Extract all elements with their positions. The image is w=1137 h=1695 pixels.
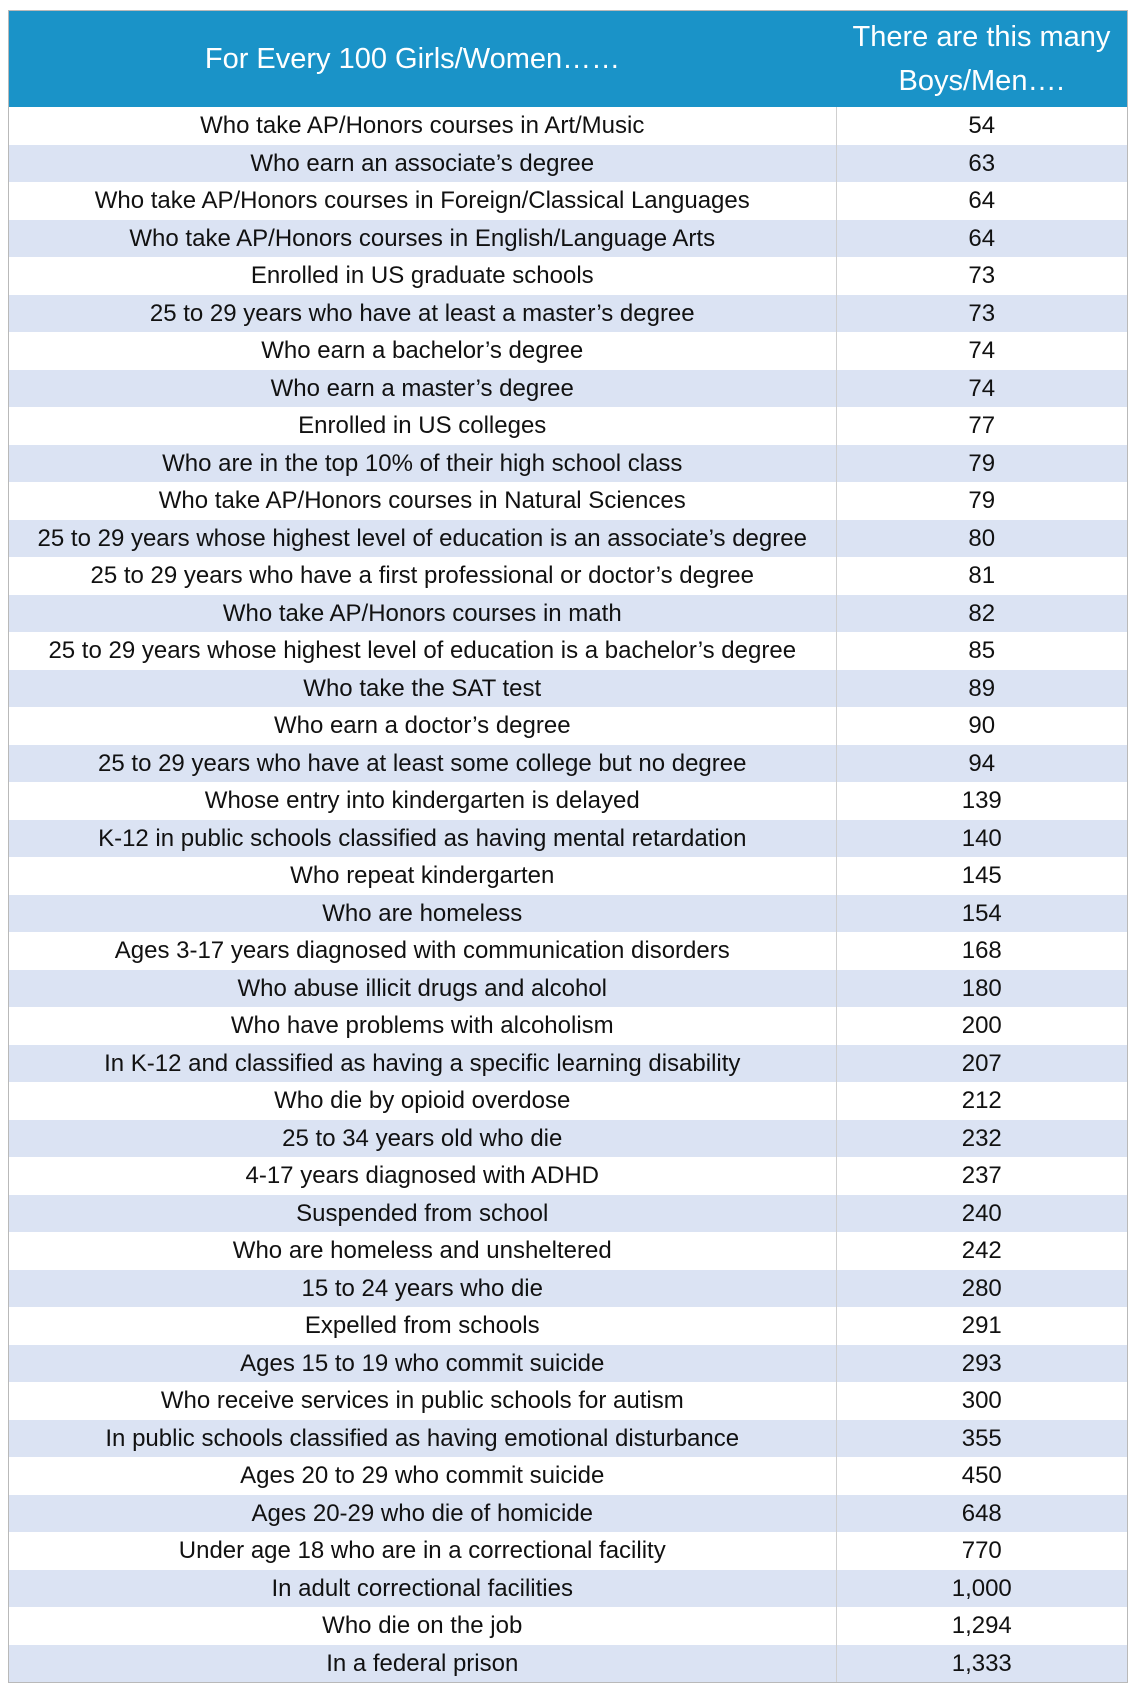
table-row	[9, 707, 1127, 745]
row-value: 64	[836, 182, 1127, 220]
header-value-line2: Boys/Men….	[898, 65, 1065, 97]
row-label: Ages 20-29 who die of homicide	[9, 1495, 836, 1533]
row-label: Under age 18 who are in a correctional facility	[9, 1532, 836, 1570]
table-row	[9, 1120, 1127, 1158]
table-row	[9, 595, 1127, 633]
table-row	[9, 482, 1127, 520]
row-label: Who earn a doctor’s degree	[9, 707, 836, 745]
row-label: In public schools classified as having emotional disturbance	[9, 1420, 836, 1458]
row-label: Who repeat kindergarten	[9, 857, 836, 895]
row-value: 300	[836, 1382, 1127, 1420]
row-label: Who take AP/Honors courses in English/Language Arts	[9, 220, 836, 258]
row-value: 74	[836, 370, 1127, 408]
data-table-container	[8, 10, 1128, 1683]
row-value: 145	[836, 857, 1127, 895]
row-label: Who take AP/Honors courses in Foreign/Classical Languages	[9, 182, 836, 220]
row-label: Who are homeless	[9, 895, 836, 933]
row-label: Whose entry into kindergarten is delayed	[9, 782, 836, 820]
row-label: Suspended from school	[9, 1195, 836, 1233]
row-label: Who take AP/Honors courses in math	[9, 595, 836, 633]
row-value: 770	[836, 1532, 1127, 1570]
row-label: 25 to 34 years old who die	[9, 1120, 836, 1158]
row-value: 90	[836, 707, 1127, 745]
row-value: 1,000	[836, 1570, 1127, 1608]
row-label: 25 to 29 years who have a first professional or doctor’s degree	[9, 557, 836, 595]
row-value: 648	[836, 1495, 1127, 1533]
row-value: 85	[836, 632, 1127, 670]
table-row	[9, 932, 1127, 970]
header-row	[9, 11, 1127, 107]
row-value: 154	[836, 895, 1127, 933]
table-row	[9, 557, 1127, 595]
row-label: Who are in the top 10% of their high school class	[9, 445, 836, 483]
table-row	[9, 895, 1127, 933]
row-value: 293	[836, 1345, 1127, 1383]
row-value: 200	[836, 1007, 1127, 1045]
row-label: Who are homeless and unsheltered	[9, 1232, 836, 1270]
row-label: Ages 15 to 19 who commit suicide	[9, 1345, 836, 1383]
table-row	[9, 1570, 1127, 1608]
row-value: 54	[836, 107, 1127, 145]
header-value-line1: There are this many	[852, 21, 1111, 53]
row-value: 80	[836, 520, 1127, 558]
table-row	[9, 1645, 1127, 1683]
row-label: Enrolled in US colleges	[9, 407, 836, 445]
row-value: 168	[836, 932, 1127, 970]
row-value: 94	[836, 745, 1127, 783]
table-row	[9, 1607, 1127, 1645]
table-row	[9, 407, 1127, 445]
table-row	[9, 1082, 1127, 1120]
row-value: 81	[836, 557, 1127, 595]
row-value: 73	[836, 295, 1127, 333]
table-row	[9, 145, 1127, 183]
row-label: 25 to 29 years whose highest level of education is an associate’s degree	[9, 520, 836, 558]
row-label: Who earn a bachelor’s degree	[9, 332, 836, 370]
row-label: 25 to 29 years who have at least some college but no degree	[9, 745, 836, 783]
row-value: 212	[836, 1082, 1127, 1120]
row-value: 242	[836, 1232, 1127, 1270]
row-value: 240	[836, 1195, 1127, 1233]
table-row	[9, 1195, 1127, 1233]
row-value: 237	[836, 1157, 1127, 1195]
table-row	[9, 520, 1127, 558]
table-row	[9, 1495, 1127, 1533]
table-row	[9, 445, 1127, 483]
row-label: Who earn a master’s degree	[9, 370, 836, 408]
row-value: 77	[836, 407, 1127, 445]
table-row	[9, 332, 1127, 370]
row-label: In K-12 and classified as having a specific learning disability	[9, 1045, 836, 1083]
row-value: 140	[836, 820, 1127, 858]
row-label: Who have problems with alcoholism	[9, 1007, 836, 1045]
row-value: 89	[836, 670, 1127, 708]
row-value: 64	[836, 220, 1127, 258]
table-row	[9, 1232, 1127, 1270]
row-label: Who abuse illicit drugs and alcohol	[9, 970, 836, 1008]
table-row	[9, 1270, 1127, 1308]
table-row	[9, 1345, 1127, 1383]
row-value: 139	[836, 782, 1127, 820]
header-value	[836, 11, 1127, 107]
table-row	[9, 220, 1127, 258]
table-row	[9, 295, 1127, 333]
table-row	[9, 1420, 1127, 1458]
table-row	[9, 107, 1127, 145]
table-row	[9, 632, 1127, 670]
row-value: 232	[836, 1120, 1127, 1158]
table-row	[9, 1532, 1127, 1570]
table-row	[9, 857, 1127, 895]
row-value: 73	[836, 257, 1127, 295]
table-header	[9, 11, 1127, 107]
table-row	[9, 1007, 1127, 1045]
row-value: 1,333	[836, 1645, 1127, 1683]
row-value: 79	[836, 445, 1127, 483]
row-label: Who take AP/Honors courses in Natural Sciences	[9, 482, 836, 520]
table-row	[9, 1307, 1127, 1345]
row-label: Ages 20 to 29 who commit suicide	[9, 1457, 836, 1495]
row-label: Enrolled in US graduate schools	[9, 257, 836, 295]
table-body	[9, 107, 1127, 1682]
row-label: Ages 3-17 years diagnosed with communication disorders	[9, 932, 836, 970]
table-row	[9, 745, 1127, 783]
table-row	[9, 782, 1127, 820]
row-label: 25 to 29 years who have at least a master’s degree	[9, 295, 836, 333]
row-label: 15 to 24 years who die	[9, 1270, 836, 1308]
table-row	[9, 670, 1127, 708]
row-label: Who take the SAT test	[9, 670, 836, 708]
table-row	[9, 1457, 1127, 1495]
row-value: 450	[836, 1457, 1127, 1495]
table-row	[9, 820, 1127, 858]
row-label: Who die by opioid overdose	[9, 1082, 836, 1120]
row-label: Who receive services in public schools for autism	[9, 1382, 836, 1420]
header-category: For Every 100 Girls/Women……	[9, 11, 836, 107]
row-label: Expelled from schools	[9, 1307, 836, 1345]
row-value: 280	[836, 1270, 1127, 1308]
table-row	[9, 1045, 1127, 1083]
table-row	[9, 970, 1127, 1008]
row-value: 74	[836, 332, 1127, 370]
comparison-table	[9, 11, 1127, 1682]
row-label: In a federal prison	[9, 1645, 836, 1683]
row-value: 291	[836, 1307, 1127, 1345]
row-value: 355	[836, 1420, 1127, 1458]
table-row	[9, 1157, 1127, 1195]
row-label: 25 to 29 years whose highest level of education is a bachelor’s degree	[9, 632, 836, 670]
row-value: 207	[836, 1045, 1127, 1083]
row-label: Who take AP/Honors courses in Art/Music	[9, 107, 836, 145]
row-label: K-12 in public schools classified as having mental retardation	[9, 820, 836, 858]
row-value: 82	[836, 595, 1127, 633]
row-value: 79	[836, 482, 1127, 520]
row-value: 180	[836, 970, 1127, 1008]
row-label: Who die on the job	[9, 1607, 836, 1645]
table-row	[9, 1382, 1127, 1420]
row-label: 4-17 years diagnosed with ADHD	[9, 1157, 836, 1195]
table-row	[9, 257, 1127, 295]
row-value: 1,294	[836, 1607, 1127, 1645]
row-label: Who earn an associate’s degree	[9, 145, 836, 183]
row-label: In adult correctional facilities	[9, 1570, 836, 1608]
table-row	[9, 182, 1127, 220]
table-row	[9, 370, 1127, 408]
row-value: 63	[836, 145, 1127, 183]
